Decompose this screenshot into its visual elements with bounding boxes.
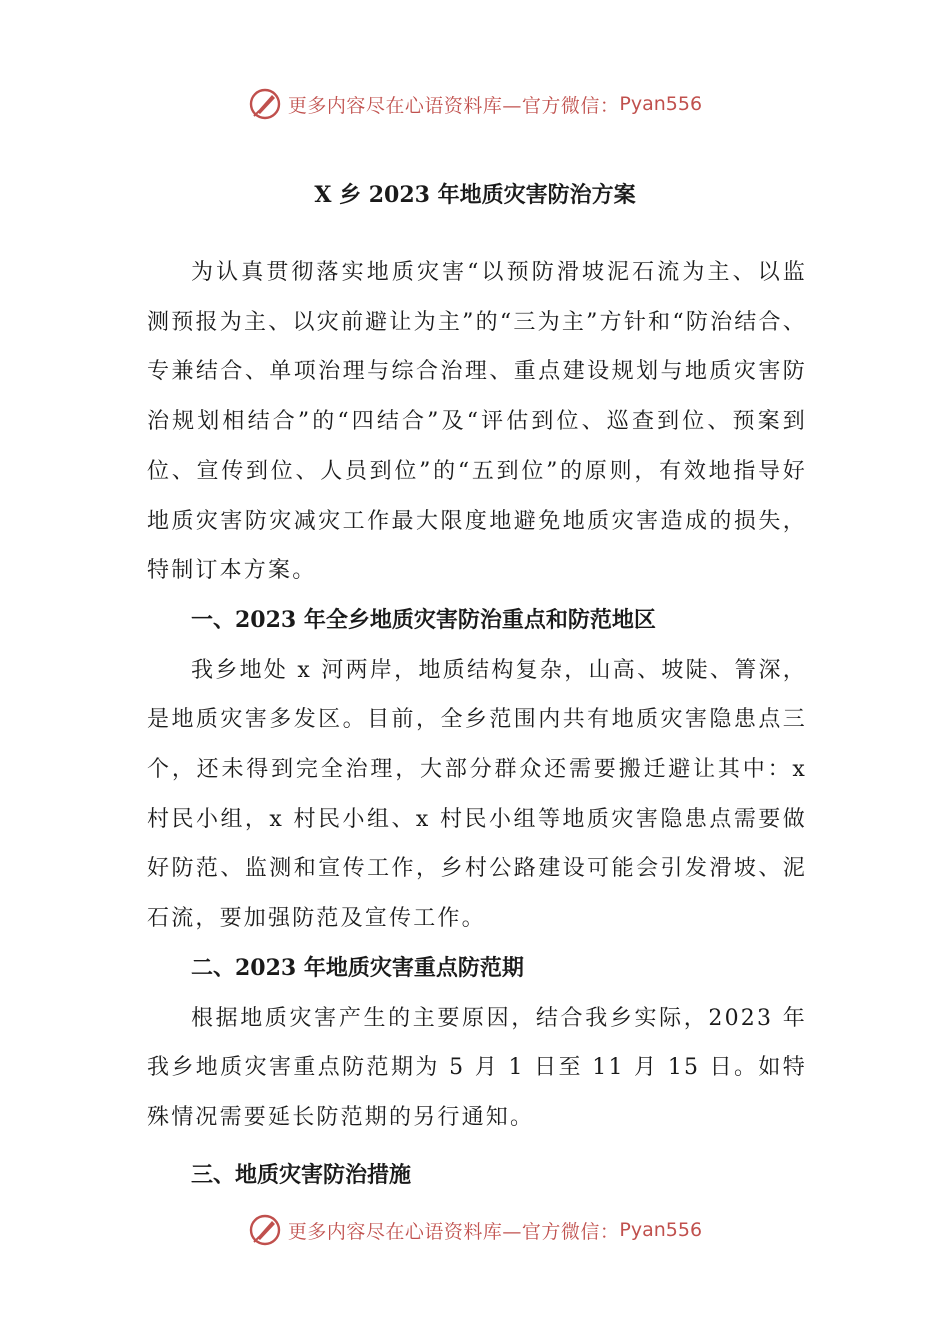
watermark-id: Pyan556 — [619, 93, 703, 115]
section-3-heading: 三、地质灾害防治措施 — [191, 1161, 412, 1188]
quill-logo-icon — [248, 87, 282, 121]
watermark-banner-top — [0, 82, 950, 126]
watermark-text: 更多内容尽在心语资料库—官方微信： — [287, 94, 620, 117]
watermark-id: Pyan556 — [619, 1219, 703, 1241]
watermark-text: 更多内容尽在心语资料库—官方微信： — [287, 1220, 620, 1243]
section-2-paragraph: 根据地质灾害产生的主要原因，结合我乡实际，2023 年我乡地质灾害重点防范期为 5 月 1 日至 11 月 15 日。如特殊情况需要延长防范期的另行通知。 — [147, 1005, 807, 1130]
section-2-heading: 二、2023 年地质灾害重点防范期 — [191, 954, 524, 981]
document-body — [147, 248, 807, 1200]
section-1-heading: 一、2023 年全乡地质灾害防治重点和防范地区 — [191, 606, 656, 633]
intro-paragraph: 为认真贯彻落实地质灾害“以预防滑坡泥石流为主、以监测预报为主、以灾前避让为主”的“三为主”方针和“防治结合、专兼结合、单项治理与综合治理、重点建设规划与地质灾害防治规划相结合”的“四结合”及“评估到位、巡查到位、预案到位、宣传到位、人员到位”的“五到位”的原则，有效地指导好地质灾害防灾减灾工作最大限度地避免地质灾害造成的损失，特制订本方案。 — [147, 260, 807, 584]
watermark-banner-bottom — [0, 1208, 950, 1252]
quill-logo-icon — [248, 1213, 282, 1247]
document-title: X 乡 2023 年地质灾害防治方案 — [314, 182, 636, 208]
section-1-paragraph: 我乡地处 x 河两岸，地质结构复杂，山高、坡陡、箐深，是地质灾害多发区。目前，全乡范围内共有地质灾害隐患点三个，还未得到完全治理，大部分群众还需要搬迁避让其中：x 村民小组，x 村民小组、x 村民小组等地质灾害隐患点需要做好防范、监测和宣传工作，乡村公路建设可能会引发滑坡、泥石流，要加强防范及宣传工作。 — [147, 657, 807, 932]
